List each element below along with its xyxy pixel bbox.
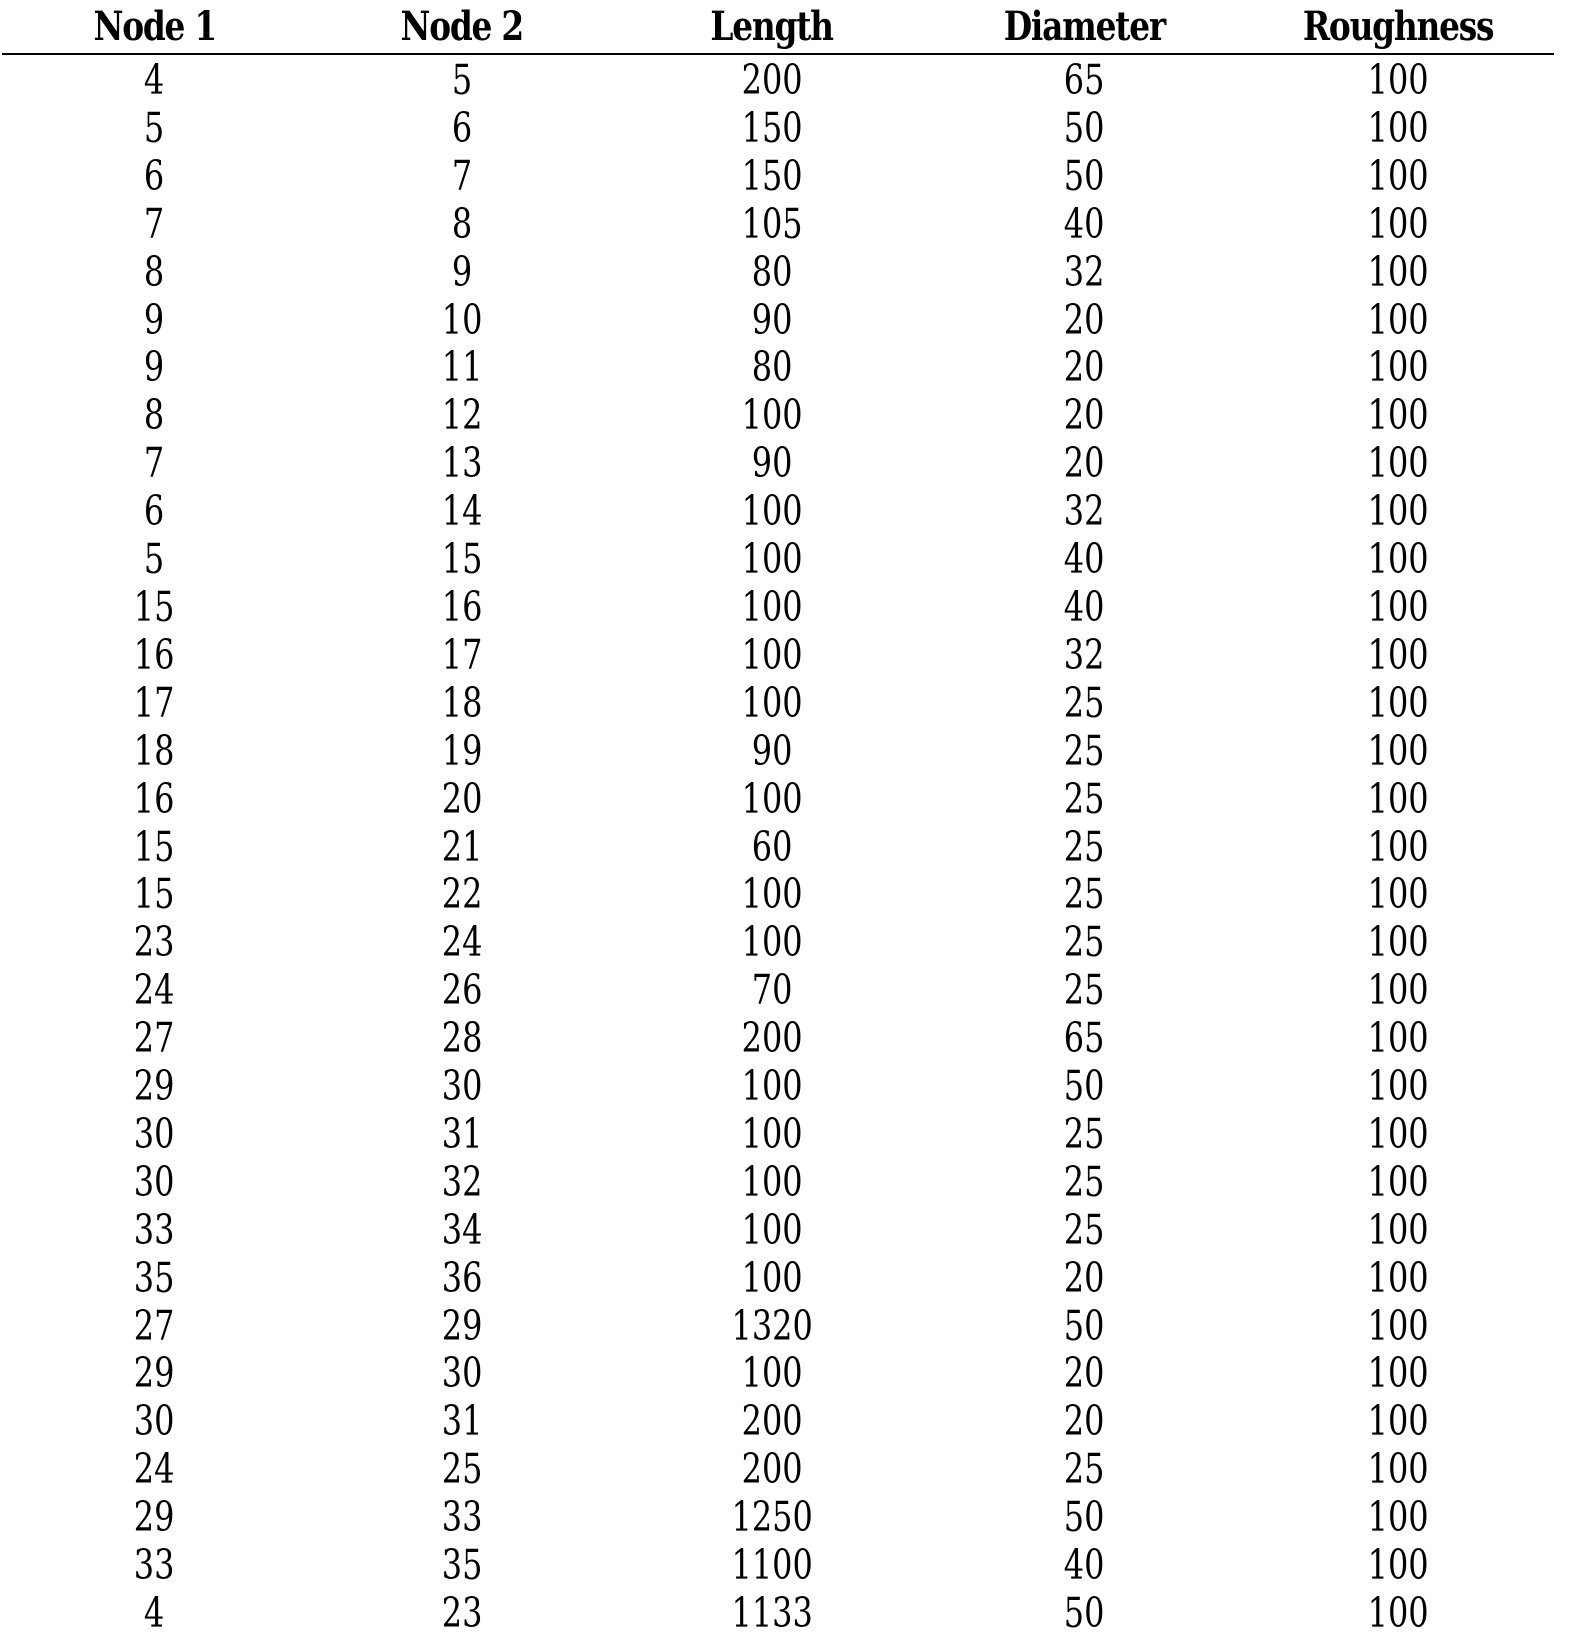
header-row: [2, 0, 1554, 54]
header-diameter: Diameter: [927, 0, 1242, 54]
cell-roughness: 100: [1367, 1253, 1429, 1302]
cell-node-2: 14: [441, 487, 483, 536]
cell-diameter: 32: [1064, 487, 1105, 536]
cell-node-1: 6: [144, 151, 165, 200]
cell-node-1: 4: [144, 56, 165, 104]
cell-node-1: 16: [134, 630, 175, 679]
cell-node-2: 17: [441, 630, 483, 679]
table-row: [2, 488, 1554, 536]
cell-node-1: 27: [134, 1301, 175, 1350]
cell-diameter: 50: [1064, 1589, 1105, 1637]
cell-roughness: 100: [1367, 56, 1429, 104]
cell-roughness: 100: [1367, 391, 1429, 440]
cell-length: 100: [741, 1205, 803, 1254]
cell-length: 200: [741, 1397, 803, 1446]
cell-node-2: 10: [441, 295, 483, 344]
cell-length: 100: [741, 535, 803, 584]
table-row: [2, 344, 1554, 392]
table-row: [2, 1015, 1554, 1063]
cell-node-2: 36: [441, 1253, 483, 1302]
cell-diameter: 25: [1064, 1445, 1105, 1494]
table-row: [2, 1207, 1554, 1255]
cell-length: 100: [741, 1062, 803, 1111]
cell-node-2: 19: [441, 726, 483, 775]
cell-diameter: 50: [1064, 1493, 1105, 1542]
cell-roughness: 100: [1367, 1445, 1429, 1494]
cell-length: 80: [751, 247, 793, 296]
cell-diameter: 25: [1064, 1157, 1105, 1206]
cell-node-1: 33: [134, 1205, 175, 1254]
cell-node-2: 12: [441, 391, 483, 440]
cell-length: 100: [741, 678, 803, 727]
cell-node-1: 17: [134, 678, 175, 727]
table-row: [2, 1255, 1554, 1303]
cell-diameter: 40: [1064, 582, 1105, 631]
table-row: [2, 1542, 1554, 1590]
cell-diameter: 25: [1064, 966, 1105, 1015]
cell-length: 100: [741, 1253, 803, 1302]
cell-node-1: 18: [134, 726, 175, 775]
table-row: [2, 1398, 1554, 1446]
cell-node-1: 15: [134, 582, 175, 631]
table-row: [2, 1159, 1554, 1207]
cell-length: 100: [741, 391, 803, 440]
cell-node-2: 13: [441, 439, 483, 488]
cell-diameter: 50: [1064, 103, 1105, 152]
cell-node-2: 30: [441, 1349, 483, 1398]
pipe-network-table-container: [2, 0, 1554, 1638]
table-row: [2, 1111, 1554, 1159]
cell-length: 200: [741, 1014, 803, 1063]
cell-length: 150: [741, 103, 803, 152]
cell-node-1: 29: [134, 1349, 175, 1398]
table-row: [2, 632, 1554, 680]
cell-node-1: 6: [144, 487, 165, 536]
cell-node-2: 25: [441, 1445, 483, 1494]
cell-diameter: 40: [1064, 535, 1105, 584]
header-node-2: Node 2: [307, 0, 617, 54]
cell-diameter: 40: [1064, 199, 1105, 248]
cell-diameter: 25: [1064, 870, 1105, 919]
cell-diameter: 20: [1064, 1253, 1105, 1302]
cell-roughness: 100: [1367, 678, 1429, 727]
cell-node-1: 9: [144, 343, 165, 392]
cell-roughness: 100: [1367, 1205, 1429, 1254]
cell-node-1: 30: [134, 1109, 175, 1158]
cell-diameter: 20: [1064, 1349, 1105, 1398]
cell-diameter: 25: [1064, 918, 1105, 967]
cell-node-1: 24: [134, 966, 175, 1015]
cell-diameter: 20: [1064, 439, 1105, 488]
cell-roughness: 100: [1367, 1062, 1429, 1111]
table-row: [2, 392, 1554, 440]
cell-node-2: 18: [441, 678, 483, 727]
cell-node-1: 23: [134, 918, 175, 967]
cell-node-2: 22: [441, 870, 483, 919]
cell-length: 150: [741, 151, 803, 200]
cell-length: 1250: [731, 1493, 813, 1542]
cell-node-2: 5: [451, 56, 473, 104]
table-row: [2, 536, 1554, 584]
cell-length: 1320: [731, 1301, 813, 1350]
cell-node-1: 30: [134, 1157, 175, 1206]
cell-diameter: 20: [1064, 1397, 1105, 1446]
cell-roughness: 100: [1367, 1349, 1429, 1398]
cell-roughness: 100: [1367, 1014, 1429, 1063]
cell-length: 70: [751, 966, 793, 1015]
cell-roughness: 100: [1367, 535, 1429, 584]
cell-node-1: 8: [144, 247, 165, 296]
cell-length: 100: [741, 582, 803, 631]
cell-node-2: 11: [441, 343, 483, 392]
cell-length: 100: [741, 1109, 803, 1158]
cell-diameter: 50: [1064, 1062, 1105, 1111]
cell-roughness: 100: [1367, 247, 1429, 296]
cell-diameter: 32: [1064, 247, 1105, 296]
table-row: [2, 871, 1554, 919]
cell-node-2: 24: [441, 918, 483, 967]
cell-roughness: 100: [1367, 918, 1429, 967]
cell-roughness: 100: [1367, 487, 1429, 536]
cell-diameter: 20: [1064, 295, 1105, 344]
cell-node-1: 5: [144, 103, 165, 152]
cell-roughness: 100: [1367, 1397, 1429, 1446]
cell-roughness: 100: [1367, 151, 1429, 200]
cell-roughness: 100: [1367, 822, 1429, 871]
cell-roughness: 100: [1367, 1157, 1429, 1206]
cell-roughness: 100: [1367, 966, 1429, 1015]
cell-node-2: 32: [441, 1157, 483, 1206]
cell-node-2: 30: [441, 1062, 483, 1111]
cell-diameter: 32: [1064, 630, 1105, 679]
table-body: [2, 54, 1554, 1638]
pipe-network-table: [2, 0, 1554, 1638]
cell-node-2: 35: [441, 1541, 483, 1590]
cell-node-2: 20: [441, 774, 483, 823]
table-row: [2, 54, 1554, 105]
cell-diameter: 40: [1064, 1541, 1105, 1590]
cell-node-1: 30: [134, 1397, 175, 1446]
cell-diameter: 20: [1064, 391, 1105, 440]
cell-length: 1133: [731, 1589, 813, 1637]
cell-length: 200: [741, 1445, 803, 1494]
cell-node-1: 8: [144, 391, 165, 440]
cell-node-2: 28: [441, 1014, 483, 1063]
cell-node-2: 31: [441, 1397, 483, 1446]
cell-diameter: 65: [1064, 1014, 1105, 1063]
cell-diameter: 50: [1064, 1301, 1105, 1350]
cell-diameter: 25: [1064, 678, 1105, 727]
table-row: [2, 1063, 1554, 1111]
cell-diameter: 25: [1064, 774, 1105, 823]
table-row: [2, 1350, 1554, 1398]
cell-node-1: 9: [144, 295, 165, 344]
cell-roughness: 100: [1367, 630, 1429, 679]
cell-node-2: 15: [441, 535, 483, 584]
cell-length: 100: [741, 1157, 803, 1206]
cell-roughness: 100: [1367, 295, 1429, 344]
header-length: Length: [617, 0, 927, 54]
cell-node-1: 33: [134, 1541, 175, 1590]
cell-length: 100: [741, 630, 803, 679]
cell-node-1: 29: [134, 1062, 175, 1111]
cell-length: 1100: [731, 1541, 813, 1590]
table-row: [2, 297, 1554, 345]
table-row: [2, 105, 1554, 153]
cell-node-1: 35: [134, 1253, 175, 1302]
cell-diameter: 25: [1064, 1205, 1105, 1254]
table-row: [2, 1446, 1554, 1494]
cell-roughness: 100: [1367, 726, 1429, 775]
cell-node-2: 29: [441, 1301, 483, 1350]
table-row: [2, 967, 1554, 1015]
cell-node-1: 15: [134, 870, 175, 919]
cell-node-1: 15: [134, 822, 175, 871]
cell-node-2: 23: [441, 1589, 483, 1637]
cell-node-1: 4: [144, 1589, 165, 1637]
cell-roughness: 100: [1367, 774, 1429, 823]
cell-roughness: 100: [1367, 439, 1429, 488]
cell-length: 100: [741, 487, 803, 536]
cell-roughness: 100: [1367, 1493, 1429, 1542]
cell-diameter: 20: [1064, 343, 1105, 392]
header-node-1: Node 1: [2, 0, 307, 54]
cell-node-2: 9: [451, 247, 473, 296]
cell-roughness: 100: [1367, 199, 1429, 248]
cell-node-2: 31: [441, 1109, 483, 1158]
cell-roughness: 100: [1367, 1301, 1429, 1350]
cell-length: 90: [751, 295, 793, 344]
cell-length: 60: [751, 822, 793, 871]
table-row: [2, 824, 1554, 872]
cell-node-1: 5: [144, 535, 165, 584]
cell-roughness: 100: [1367, 1109, 1429, 1158]
cell-roughness: 100: [1367, 103, 1429, 152]
table-row: [2, 201, 1554, 249]
cell-length: 100: [741, 1349, 803, 1398]
cell-length: 100: [741, 774, 803, 823]
cell-node-1: 7: [144, 199, 165, 248]
cell-node-1: 16: [134, 774, 175, 823]
table-row: [2, 153, 1554, 201]
cell-length: 90: [751, 439, 793, 488]
cell-node-2: 26: [441, 966, 483, 1015]
cell-node-2: 34: [441, 1205, 483, 1254]
cell-roughness: 100: [1367, 1541, 1429, 1590]
cell-diameter: 50: [1064, 151, 1105, 200]
table-row: [2, 919, 1554, 967]
table-row: [2, 249, 1554, 297]
cell-roughness: 100: [1367, 343, 1429, 392]
table-row: [2, 680, 1554, 728]
table-row: [2, 1303, 1554, 1351]
cell-node-2: 33: [441, 1493, 483, 1542]
cell-diameter: 65: [1064, 56, 1105, 104]
cell-diameter: 25: [1064, 822, 1105, 871]
table-row: [2, 584, 1554, 632]
table-row: [2, 440, 1554, 488]
table-row: [2, 1590, 1554, 1638]
cell-length: 80: [751, 343, 793, 392]
table-row: [2, 776, 1554, 824]
cell-roughness: 100: [1367, 870, 1429, 919]
cell-length: 100: [741, 918, 803, 967]
cell-length: 200: [741, 56, 803, 104]
cell-node-2: 8: [451, 199, 473, 248]
cell-node-2: 21: [441, 822, 483, 871]
cell-node-2: 7: [451, 151, 473, 200]
cell-node-1: 24: [134, 1445, 175, 1494]
cell-length: 105: [741, 199, 803, 248]
cell-diameter: 25: [1064, 726, 1105, 775]
table-row: [2, 728, 1554, 776]
table-header: [2, 0, 1554, 54]
cell-diameter: 25: [1064, 1109, 1105, 1158]
cell-node-1: 29: [134, 1493, 175, 1542]
cell-node-2: 6: [451, 103, 473, 152]
cell-length: 100: [741, 870, 803, 919]
cell-node-2: 16: [441, 582, 483, 631]
cell-roughness: 100: [1367, 582, 1429, 631]
table-row: [2, 1494, 1554, 1542]
cell-node-1: 27: [134, 1014, 175, 1063]
header-roughness: Roughness: [1242, 0, 1554, 54]
cell-roughness: 100: [1367, 1589, 1429, 1637]
cell-length: 90: [751, 726, 793, 775]
cell-node-1: 7: [144, 439, 165, 488]
